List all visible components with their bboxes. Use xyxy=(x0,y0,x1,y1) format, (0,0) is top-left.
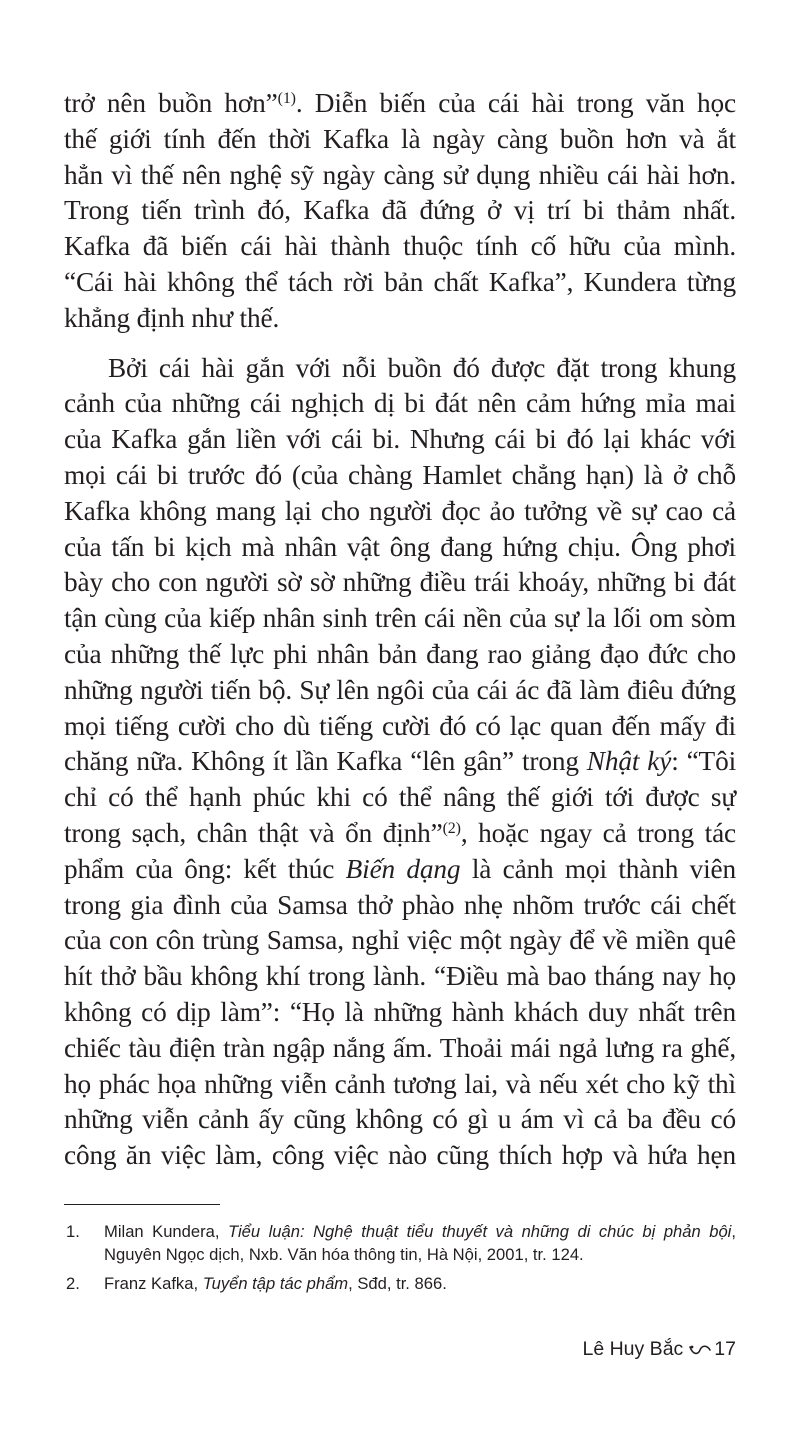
footnote-title: Tuyển tập tác phẩm xyxy=(202,1274,349,1293)
footnote-divider xyxy=(64,1204,220,1205)
text-line: tận cùng của kiếp nhân sinh trên cái nền của sự la lối om sòm xyxy=(64,603,736,634)
page-number: 17 xyxy=(714,1338,736,1360)
text-line: phẩm của ông: kết thúc Biến dạng là cảnh mọi thành viên xyxy=(64,853,736,884)
text-line: trong sạch, chân thật và ổn định”$^{(2)}$, hoặc ngay cả trong tác xyxy=(64,817,737,848)
footnote-2 xyxy=(64,1272,736,1295)
text-line: “Cái hài không thể tách rời bản chất Kafka”, Kundera từng xyxy=(64,266,736,297)
text-line: mọi cái bi trước đó (của chàng Hamlet chẳng hạn) là ở chỗ xyxy=(64,459,736,490)
text-line: của con côn trùng Samsa, nghỉ việc một ngày để về miền quê xyxy=(64,925,736,956)
text-line: của những thế lực phi nhân bản đang rao giảng đạo đức cho xyxy=(64,638,736,669)
curl-ornament-icon xyxy=(689,1344,711,1356)
text-line: công ăn việc làm, công việc nào cũng thích hợp và hứa hẹn xyxy=(64,1140,736,1171)
text-line: Kafka đã biến cái hài thành thuộc tính cố hữu của mình. xyxy=(64,231,736,262)
footnote-number: 1. xyxy=(66,1222,80,1241)
footnote-title: Tiểu luận: Nghệ thuật tiểu thuyết và những di chúc bị phản bội xyxy=(227,1222,732,1241)
text-line: Bởi cái hài gắn với nỗi buồn đó được đặt trong khung xyxy=(108,352,736,383)
text-line: thế giới tính đến thời Kafka là ngày càng buồn hơn và ắt xyxy=(64,123,736,154)
book-title-bien-dang: Biến dạng xyxy=(345,853,461,884)
text-line: những viễn cảnh ấy cũng không có gì u ám vì cả ba đều có xyxy=(64,1104,736,1135)
footnote-ref-2: (2) xyxy=(442,819,461,837)
book-title-nhat-ky: Nhật ký xyxy=(586,746,672,777)
text-line: không có dịp làm”: “Họ là những hành khách duy nhất trên xyxy=(64,996,736,1027)
text-line: của tấn bi kịch mà nhân vật ông đang hứng chịu. Ông phơi xyxy=(64,531,736,562)
footnote-line: Milan Kundera, Tiểu luận: Nghệ thuật tiểu thuyết và những di chúc bị phản bội, xyxy=(104,1222,736,1241)
text-line: chăng nữa. Không ít lần Kafka “lên gân” trong Nhật ký: “Tôi xyxy=(64,746,737,777)
footnote-line: Franz Kafka, Tuyển tập tác phẩm, Sđd, tr. 866. xyxy=(104,1274,447,1293)
text-line: mọi tiếng cười cho dù tiếng cười đó có lạc quan đến mấy đi xyxy=(64,710,736,741)
body-text xyxy=(64,86,736,1174)
text-line: họ phác họa những viễn cảnh tương lai, và nếu xét cho kỹ thì xyxy=(64,1068,736,1099)
running-footer xyxy=(582,1336,736,1362)
footnotes xyxy=(64,1220,736,1295)
text-line: trở nên buồn hơn”$^{(1)}$. Diễn biến của cái hài trong văn học xyxy=(64,88,736,118)
text-line: hít thở bầu không khí trong lành. “Điều mà bao tháng nay họ xyxy=(64,961,736,992)
footnote-ref-1: (1) xyxy=(277,90,296,107)
footer-author: Lê Huy Bắc xyxy=(582,1338,684,1360)
footnote-line: Nguyên Ngọc dịch, Nxb. Văn hóa thông tin, Hà Nội, 2001, tr. 124. xyxy=(104,1245,584,1264)
text-line: Trong tiến trình đó, Kafka đã đứng ở vị trí bi thảm nhất. xyxy=(64,195,736,226)
text-line: chỉ có thể hạnh phúc khi có thể nâng thế giới tới được sự xyxy=(64,782,736,813)
text-line: những người tiến bộ. Sự lên ngôi của cái ác đã làm điêu đứng xyxy=(64,674,736,705)
text-line: trong gia đình của Samsa thở phào nhẹ nhõm trước cái chết xyxy=(64,889,736,920)
text-line: khẳng định như thế. xyxy=(64,302,280,333)
text-line: bày cho con người sờ sờ những điều trái khoáy, những bi đát xyxy=(64,567,736,598)
text-line: cảnh của những cái nghịch dị bi đát nên cảm hứng mỉa mai xyxy=(64,388,736,419)
text-line: Kafka không mang lại cho người đọc ảo tưởng về sự cao cả xyxy=(64,495,736,526)
text-line: của Kafka gắn liền với cái bi. Nhưng cái bi đó lại khác với xyxy=(64,424,736,455)
text-line: chiếc tàu điện tràn ngập nắng ấm. Thoải mái ngả lưng ra ghế, xyxy=(64,1032,736,1063)
footnote-1 xyxy=(64,1220,736,1266)
footnote-number: 2. xyxy=(66,1274,80,1293)
paragraph-gap xyxy=(64,337,736,351)
text-line: hẳn vì thế nên nghệ sỹ ngày càng sử dụng nhiều cái hài hơn. xyxy=(64,159,736,190)
